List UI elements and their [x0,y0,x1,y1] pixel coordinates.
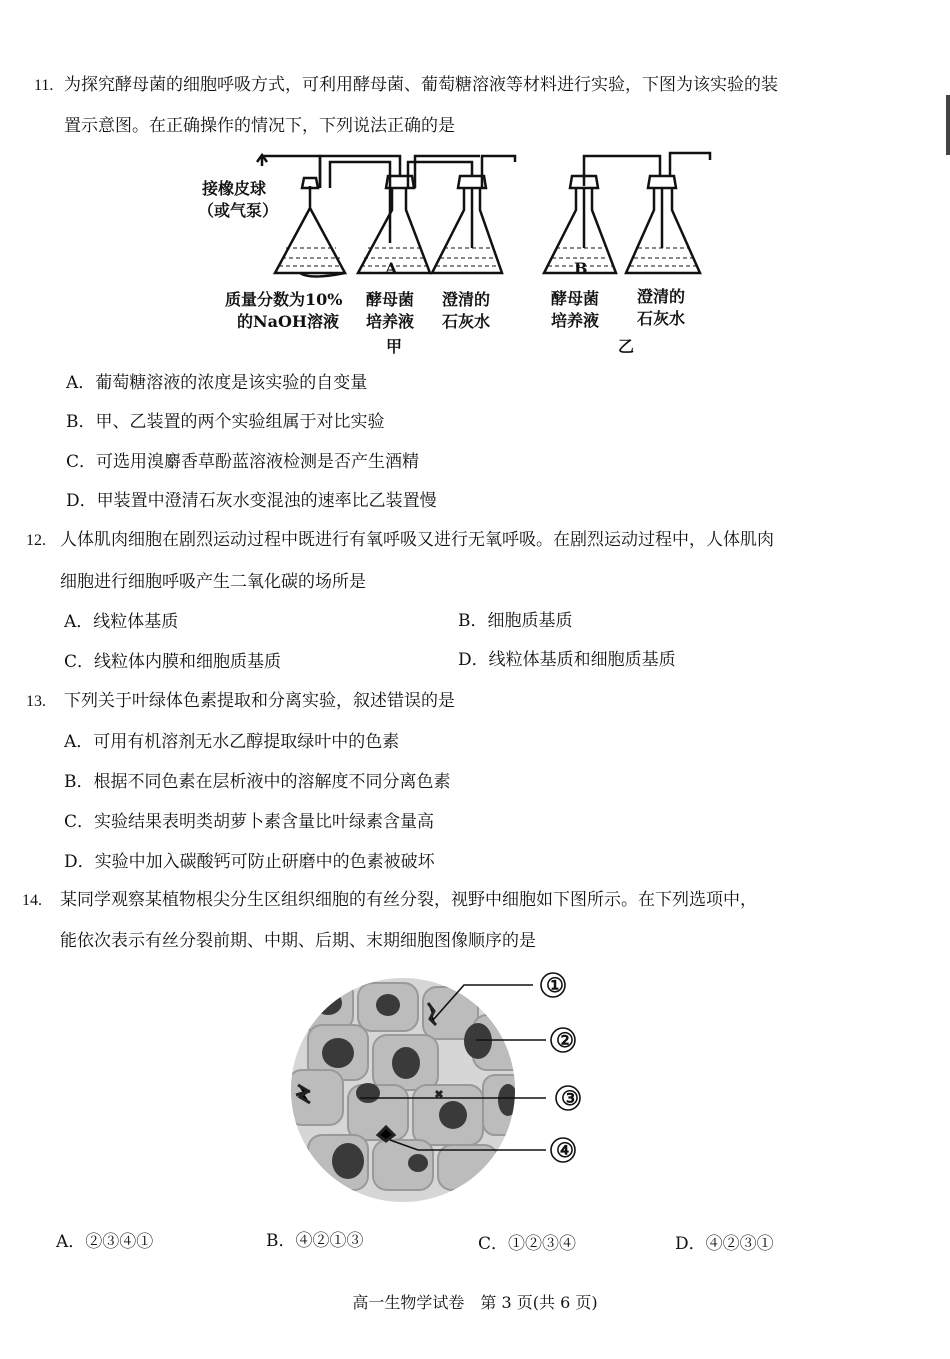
q12-option-a[interactable]: A．线粒体基质 [64,612,179,632]
callout-2: ② [556,1028,574,1052]
lime-a-label-line2: 石灰水 [442,312,491,331]
pump-label-line1: 接橡皮球 [202,179,267,198]
flask-b-label: B [574,259,588,278]
pump-label-line2: （或气泵） [198,201,279,220]
q12-option-b[interactable]: B．细胞质基质 [458,611,573,631]
q13-option-a[interactable]: A．可用有机溶剂无水乙醇提取绿叶中的色素 [64,732,400,752]
lime-b-label-line2: 石灰水 [637,309,686,328]
page-footer: 高一生物学试卷 第 3 页(共 6 页) [352,1293,598,1312]
q11-stem-line2: 置示意图。在正确操作的情况下，下列说法正确的是 [64,116,455,136]
q13-stem-line1: 下列关于叶绿体色素提取和分离实验，叙述错误的是 [64,691,455,711]
q12-stem-line2: 细胞进行细胞呼吸产生二氧化碳的场所是 [60,572,366,592]
callout-1: ① [546,973,564,997]
q13-option-d[interactable]: D．实验中加入碳酸钙可防止研磨中的色素被破坏 [64,852,435,872]
callout-4: ④ [556,1138,574,1162]
q11-number: 11. [34,77,54,94]
q11-option-d[interactable]: D．甲装置中澄清石灰水变混浊的速率比乙装置慢 [66,491,437,511]
yeast-b-label-line2: 培养液 [551,311,600,330]
group-yi-label: 乙 [618,337,635,356]
q14-stem-line1: 某同学观察某植物根尖分生区组织细胞的有丝分裂，视野中细胞如下图所示。在下列选项中， [60,890,757,910]
q11-option-b[interactable]: B．甲、乙装置的两个实验组属于对比实验 [66,412,385,432]
naoh-label-line2: 的NaOH溶液 [237,312,340,331]
q14-option-a[interactable]: A．②③④① [56,1232,154,1252]
q13-number: 13. [26,693,46,710]
q12-stem-line1: 人体肌肉细胞在剧烈运动过程中既进行有氧呼吸又进行无氧呼吸。在剧烈运动过程中，人体肌肉 [60,530,774,550]
flask-a-label: A [385,259,398,278]
q13-option-b[interactable]: B．根据不同色素在层析液中的溶解度不同分离色素 [64,772,451,792]
q12-option-d[interactable]: D．线粒体基质和细胞质基质 [458,650,676,670]
yeast-a-label-line2: 培养液 [366,312,415,331]
q12-number: 12. [26,532,46,549]
yeast-b-label-line1: 酵母菌 [551,289,600,308]
q14-stem-line2: 能依次表示有丝分裂前期、中期、后期、末期细胞图像顺序的是 [60,931,536,951]
q14-option-b[interactable]: B．④②①③ [266,1231,364,1251]
callout-3: ③ [561,1086,579,1110]
yeast-apparatus-diagram [200,148,760,288]
q14-option-d[interactable]: D．④②③① [675,1234,774,1254]
q13-option-c[interactable]: C．实验结果表明类胡萝卜素含量比叶绿素含量高 [64,812,435,832]
q11-option-c[interactable]: C．可选用溴麝香草酚蓝溶液检测是否产生酒精 [66,452,420,472]
q14-number: 14. [22,892,42,909]
q12-option-c[interactable]: C．线粒体内膜和细胞质基质 [64,652,282,672]
q11-option-a[interactable]: A．葡萄糖溶液的浓度是该实验的自变量 [66,373,368,393]
lime-a-label-line1: 澄清的 [442,290,491,309]
q11-stem-line1: 为探究酵母菌的细胞呼吸方式，可利用酵母菌、葡萄糖溶液等材料进行实验，下图为该实验的装 [64,75,778,95]
q14-option-c[interactable]: C．①②③④ [478,1234,577,1254]
yeast-a-label-line1: 酵母菌 [366,290,415,309]
lime-b-label-line1: 澄清的 [637,287,686,306]
page-edge-shadow [946,95,950,155]
group-jia-label: 甲 [386,337,403,356]
naoh-label-line1: 质量分数为10% [225,290,343,309]
